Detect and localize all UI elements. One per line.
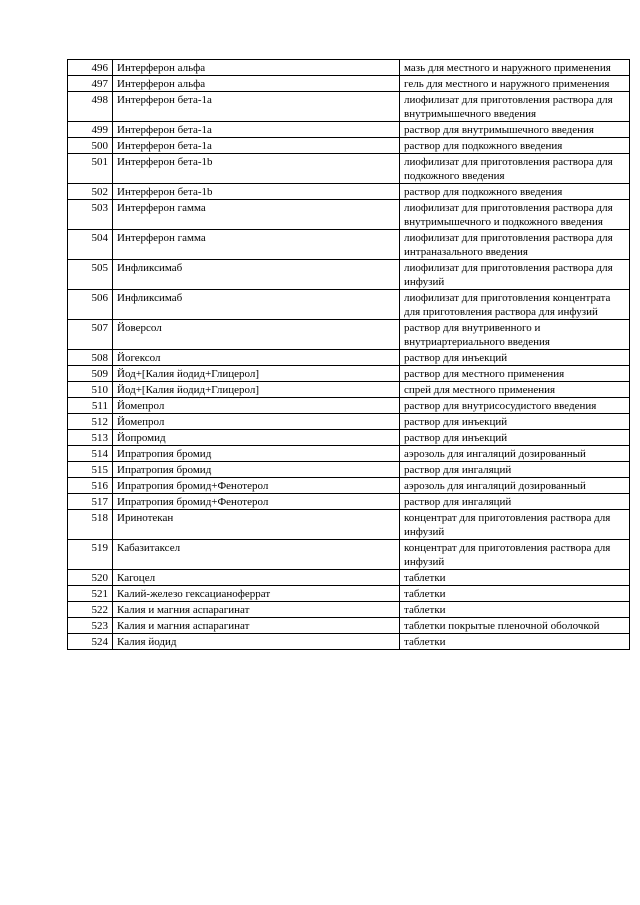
row-number: 516 (68, 478, 113, 494)
table-row (68, 446, 630, 462)
drug-table (67, 59, 630, 650)
row-number: 519 (68, 540, 113, 570)
table-row (68, 60, 630, 76)
dosage-form: раствор для инъекций (400, 350, 630, 366)
table-row (68, 462, 630, 478)
table-row (68, 122, 630, 138)
dosage-form: лиофилизат для приготовления концентрата для приготовления раствора для инфузий (400, 290, 630, 320)
drug-name: Калия йодид (113, 634, 400, 650)
table-row (68, 494, 630, 510)
dosage-form: раствор для местного применения (400, 366, 630, 382)
dosage-form: концентрат для приготовления раствора для инфузий (400, 510, 630, 540)
drug-name: Ипратропия бромид+Фенотерол (113, 494, 400, 510)
table-row (68, 230, 630, 260)
row-number: 503 (68, 200, 113, 230)
row-number: 502 (68, 184, 113, 200)
drug-name: Инфликсимаб (113, 260, 400, 290)
dosage-form: гель для местного и наружного применения (400, 76, 630, 92)
dosage-form: таблетки (400, 602, 630, 618)
dosage-form: раствор для внутривенного и внутриартериального введения (400, 320, 630, 350)
dosage-form: раствор для внутримышечного введения (400, 122, 630, 138)
drug-name: Кабазитаксел (113, 540, 400, 570)
row-number: 512 (68, 414, 113, 430)
dosage-form: лиофилизат для приготовления раствора для внутримышечного введения (400, 92, 630, 122)
dosage-form: лиофилизат для приготовления раствора для внутримышечного и подкожного введения (400, 200, 630, 230)
row-number: 506 (68, 290, 113, 320)
row-number: 523 (68, 618, 113, 634)
row-number: 510 (68, 382, 113, 398)
row-number: 524 (68, 634, 113, 650)
table-body (68, 60, 630, 650)
table-row (68, 320, 630, 350)
drug-name: Кагоцел (113, 570, 400, 586)
table-row (68, 634, 630, 650)
row-number: 508 (68, 350, 113, 366)
row-number: 499 (68, 122, 113, 138)
table-row (68, 430, 630, 446)
drug-name: Интерферон альфа (113, 76, 400, 92)
row-number: 521 (68, 586, 113, 602)
table-row (68, 570, 630, 586)
row-number: 514 (68, 446, 113, 462)
row-number: 517 (68, 494, 113, 510)
table-row (68, 586, 630, 602)
row-number: 498 (68, 92, 113, 122)
drug-name: Инфликсимаб (113, 290, 400, 320)
row-number: 522 (68, 602, 113, 618)
dosage-form: аэрозоль для ингаляций дозированный (400, 446, 630, 462)
table-row (68, 510, 630, 540)
row-number: 504 (68, 230, 113, 260)
table-row (68, 154, 630, 184)
table-row (68, 138, 630, 154)
drug-name: Интерферон бета-1b (113, 184, 400, 200)
drug-name: Йопромид (113, 430, 400, 446)
drug-name: Интерферон бета-1b (113, 154, 400, 184)
dosage-form: раствор для подкожного введения (400, 138, 630, 154)
row-number: 496 (68, 60, 113, 76)
dosage-form: таблетки (400, 570, 630, 586)
row-number: 505 (68, 260, 113, 290)
table-row (68, 290, 630, 320)
table-row (68, 260, 630, 290)
dosage-form: лиофилизат для приготовления раствора для инфузий (400, 260, 630, 290)
drug-name: Калия и магния аспарагинат (113, 602, 400, 618)
row-number: 500 (68, 138, 113, 154)
drug-name: Калий-железо гексацианоферрат (113, 586, 400, 602)
drug-name: Калия и магния аспарагинат (113, 618, 400, 634)
table-row (68, 602, 630, 618)
dosage-form: раствор для ингаляций (400, 494, 630, 510)
dosage-form: мазь для местного и наружного применения (400, 60, 630, 76)
table-row (68, 382, 630, 398)
dosage-form: таблетки (400, 634, 630, 650)
row-number: 497 (68, 76, 113, 92)
dosage-form: аэрозоль для ингаляций дозированный (400, 478, 630, 494)
drug-name: Интерферон бета-1a (113, 138, 400, 154)
drug-name: Интерферон гамма (113, 230, 400, 260)
drug-name: Йоверсол (113, 320, 400, 350)
drug-name: Интерферон гамма (113, 200, 400, 230)
table-row (68, 478, 630, 494)
dosage-form: раствор для инъекций (400, 414, 630, 430)
row-number: 511 (68, 398, 113, 414)
drug-name: Интерферон бета-1a (113, 92, 400, 122)
drug-name: Интерферон альфа (113, 60, 400, 76)
table-row (68, 76, 630, 92)
dosage-form: раствор для инъекций (400, 430, 630, 446)
drug-name: Ипратропия бромид (113, 446, 400, 462)
row-number: 509 (68, 366, 113, 382)
table-row (68, 200, 630, 230)
drug-name: Ипратропия бромид+Фенотерол (113, 478, 400, 494)
dosage-form: раствор для ингаляций (400, 462, 630, 478)
dosage-form: раствор для внутрисосудистого введения (400, 398, 630, 414)
drug-name: Йогексол (113, 350, 400, 366)
row-number: 518 (68, 510, 113, 540)
table-row (68, 618, 630, 634)
drug-name: Йомепрол (113, 398, 400, 414)
drug-name: Йод+[Калия йодид+Глицерол] (113, 382, 400, 398)
table-row (68, 398, 630, 414)
dosage-form: лиофилизат для приготовления раствора для интраназального введения (400, 230, 630, 260)
dosage-form: спрей для местного применения (400, 382, 630, 398)
dosage-form: лиофилизат для приготовления раствора для подкожного введения (400, 154, 630, 184)
table-row (68, 414, 630, 430)
drug-name: Ипратропия бромид (113, 462, 400, 478)
dosage-form: таблетки (400, 586, 630, 602)
row-number: 515 (68, 462, 113, 478)
drug-name: Йомепрол (113, 414, 400, 430)
row-number: 513 (68, 430, 113, 446)
dosage-form: концентрат для приготовления раствора для инфузий (400, 540, 630, 570)
row-number: 507 (68, 320, 113, 350)
table-row (68, 92, 630, 122)
row-number: 520 (68, 570, 113, 586)
table-row (68, 366, 630, 382)
drug-name: Иринотекан (113, 510, 400, 540)
row-number: 501 (68, 154, 113, 184)
drug-name: Йод+[Калия йодид+Глицерол] (113, 366, 400, 382)
drug-name: Интерферон бета-1a (113, 122, 400, 138)
table-row (68, 184, 630, 200)
table-row (68, 540, 630, 570)
dosage-form: раствор для подкожного введения (400, 184, 630, 200)
dosage-form: таблетки покрытые пленочной оболочкой (400, 618, 630, 634)
table-row (68, 350, 630, 366)
